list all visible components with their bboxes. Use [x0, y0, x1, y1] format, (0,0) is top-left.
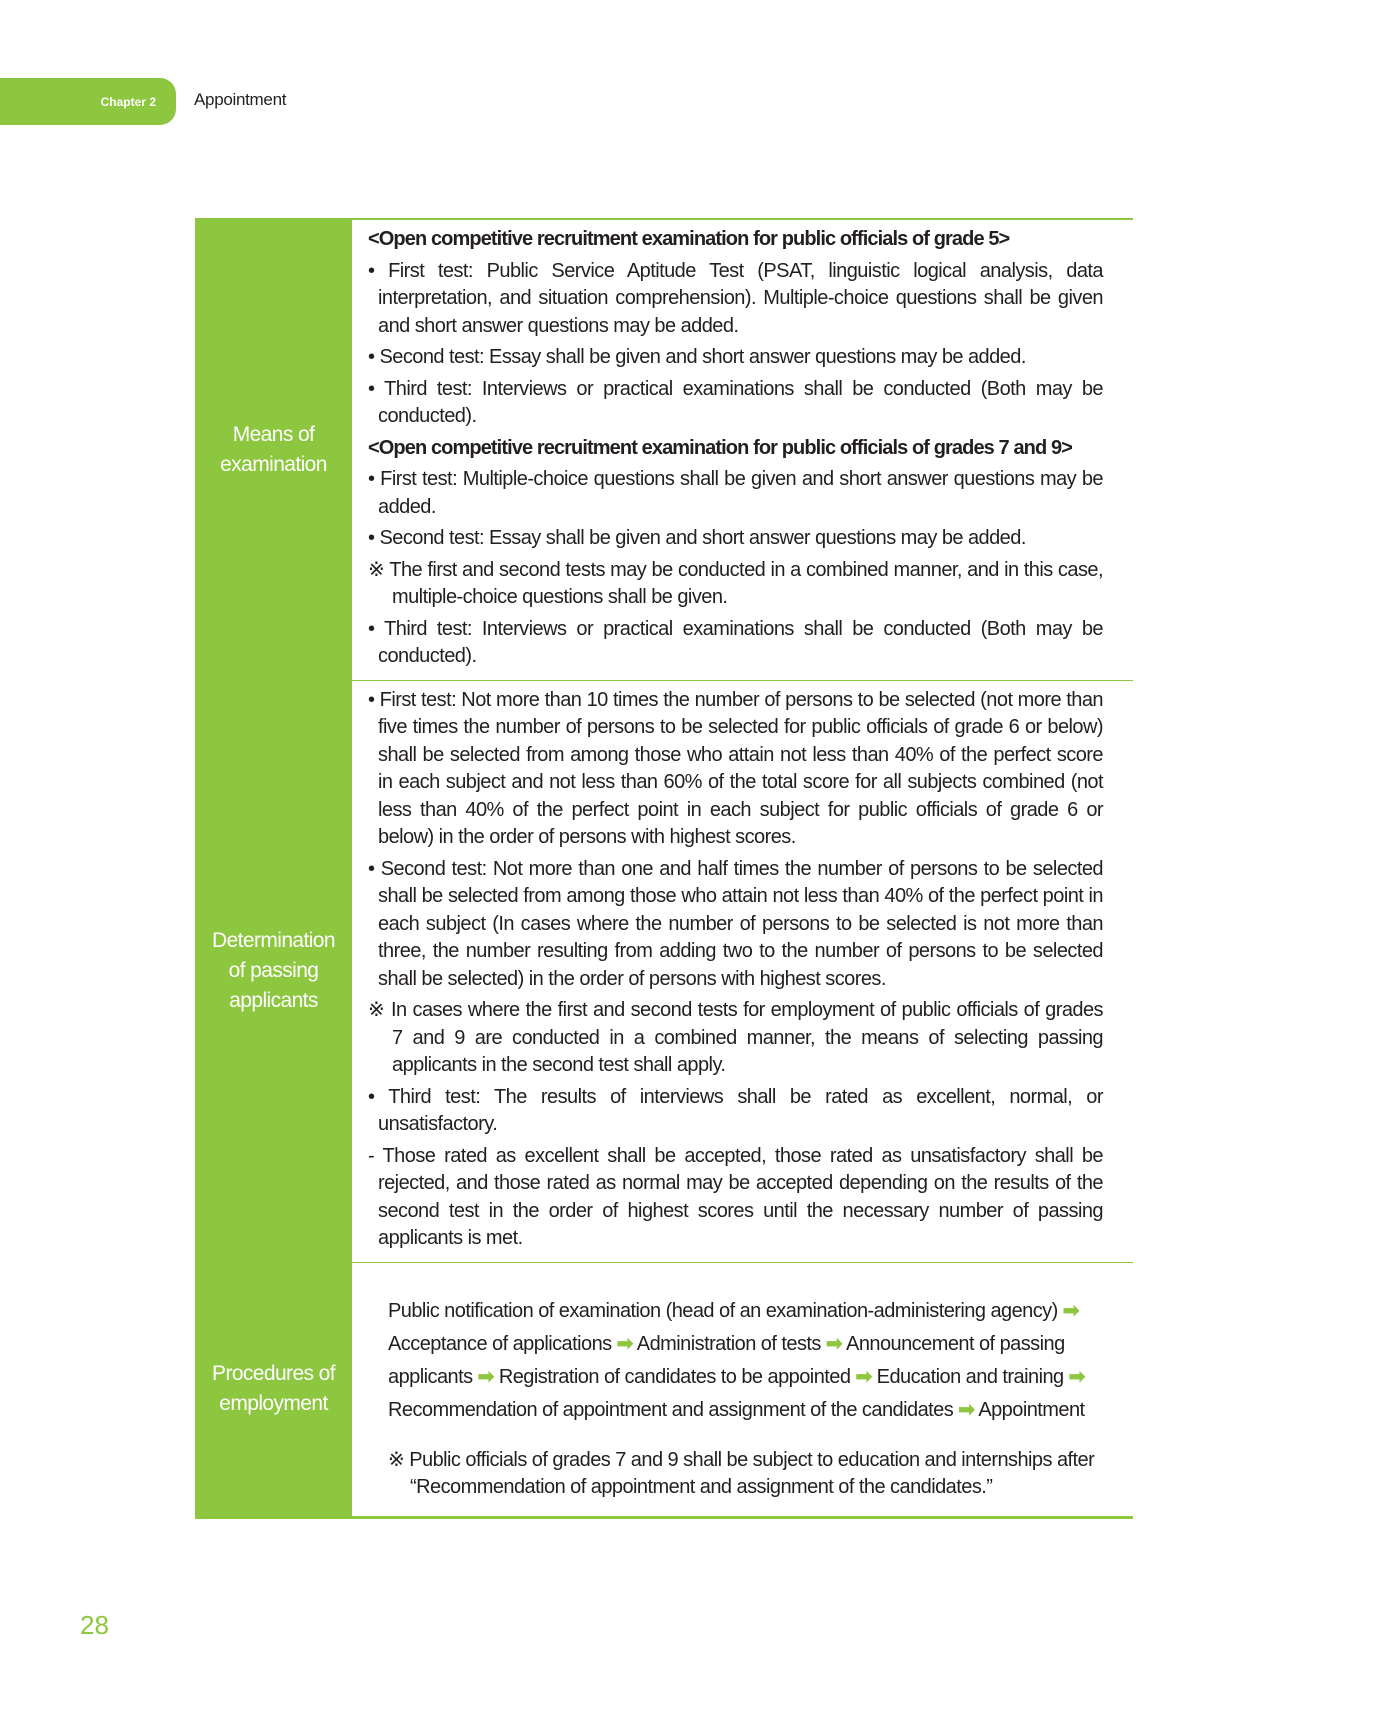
- means-of-examination-label: [195, 220, 352, 680]
- determination-rating-detail: - Those rated as excellent shall be accepted, those rated as unsatisfactory shall be rejected, and those rated as normal may be accepted depending on the results of the second test in the order of highest scores until the necessary number of passing applicants is met.: [368, 1144, 1103, 1249]
- determination-label-line3: applicants: [229, 989, 318, 1012]
- procedure-step: Education and training: [876, 1365, 1064, 1388]
- procedures-note: ※ Public officials of grades 7 and 9 shall be subject to education and internships after “Recommendation of appointment and assignment of the candidates.”: [388, 1448, 1095, 1498]
- examination-table: [195, 218, 1133, 1519]
- means-label-line1: Means of: [232, 422, 315, 446]
- chapter-tab: [0, 78, 176, 125]
- grade79-second-test: • Second test: Essay shall be given and short answer questions may be added.: [368, 527, 1026, 549]
- arrow-right-icon: ➡: [855, 1365, 872, 1388]
- determination-second-test: • Second test: Not more than one and half times the number of persons to be selected shall be selected from among those who attain not less than 40% of the perfect point in each subject (In cases where the number of persons to be selected is not more than three, the number resulting from adding two to the number of persons to be selected shall be selected) in the order of persons with highest scores.: [368, 857, 1103, 990]
- chapter-label: Chapter 2: [100, 94, 156, 109]
- arrow-right-icon: ➡: [825, 1332, 843, 1355]
- determination-label-line1: Determination: [212, 929, 335, 952]
- procedure-step: Administration of tests: [636, 1332, 821, 1355]
- arrow-right-icon: ➡: [477, 1365, 494, 1388]
- means-of-examination-row: [195, 220, 1133, 681]
- procedure-step: Recommendation of appointment and assignment of the candidates: [388, 1398, 954, 1421]
- determination-combined-note: ※ In cases where the first and second tests for employment of public officials of grades 7 and 9 are conducted in a combined manner, the means of selecting passing applicants in the second test shall apply.: [368, 999, 1103, 1076]
- means-label-line2: examination: [220, 452, 327, 476]
- grade5-second-test: • Second test: Essay shall be given and short answer questions may be added.: [368, 346, 1026, 368]
- determination-label: [195, 681, 352, 1262]
- determination-third-test: • Third test: The results of interviews shall be rated as excellent, normal, or unsatisfactory.: [368, 1085, 1103, 1135]
- determination-row: [195, 681, 1133, 1263]
- procedure-step: Public notification of examination (head of an examination-administering agency): [388, 1299, 1058, 1322]
- procedure-step: Appointment: [978, 1398, 1085, 1421]
- determination-first-test: • First test: Not more than 10 times the number of persons to be selected (not more than five times the number of persons to be selected for public officials of grade 6 or below) shall be selected from among those who attain not less than 40% of the perfect score in each subject and not less than 60% of the total score for all subjects combined (not less than 40% of the perfect point in each subject for public officials of grade 6 or below) in the order of persons with highest scores.: [368, 688, 1103, 848]
- arrow-right-icon: ➡: [1062, 1299, 1079, 1322]
- determination-content: [352, 681, 1133, 1262]
- page-number: 28: [80, 1610, 109, 1640]
- procedure-step: Registration of candidates to be appointed: [498, 1365, 851, 1388]
- grade5-third-test: • Third test: Interviews or practical examinations shall be conducted (Both may be conducted).: [368, 377, 1103, 427]
- arrow-right-icon: ➡: [616, 1332, 633, 1355]
- procedures-content: [352, 1263, 1133, 1516]
- procedures-label-line1: Procedures of: [212, 1362, 335, 1385]
- procedures-label-line2: employment: [219, 1392, 328, 1415]
- procedure-step: Acceptance of applications: [388, 1332, 612, 1355]
- section-title: Appointment: [194, 90, 287, 109]
- grade79-third-test: • Third test: Interviews or practical examinations shall be conducted (Both may be conducted).: [368, 617, 1103, 667]
- determination-label-line2: of passing: [228, 959, 319, 982]
- procedure-step: Announcement of passing applicants: [388, 1332, 1065, 1388]
- means-of-examination-content: [352, 220, 1133, 680]
- procedures-row: [195, 1263, 1133, 1516]
- grade5-first-test: • First test: Public Service Aptitude Test (PSAT, linguistic logical analysis, data interpretation, and situation comprehension). Multiple-choice questions shall be given and short answer questions may be added.: [368, 259, 1103, 337]
- arrow-right-icon: ➡: [958, 1398, 975, 1421]
- grade79-first-test: • First test: Multiple-choice questions shall be given and short answer questions may be added.: [368, 468, 1103, 518]
- procedure-flow: [388, 1295, 1103, 1427]
- arrow-right-icon: ➡: [1068, 1365, 1085, 1388]
- procedures-label: [195, 1263, 352, 1516]
- grade79-combined-note: ※ The first and second tests may be conducted in a combined manner, and in this case, multiple-choice questions shall be given.: [368, 558, 1103, 608]
- grade79-heading: <Open competitive recruitment examination for public officials of grades 7 and 9>: [368, 436, 1072, 459]
- grade5-heading: <Open competitive recruitment examination for public officials of grade 5>: [368, 228, 1010, 250]
